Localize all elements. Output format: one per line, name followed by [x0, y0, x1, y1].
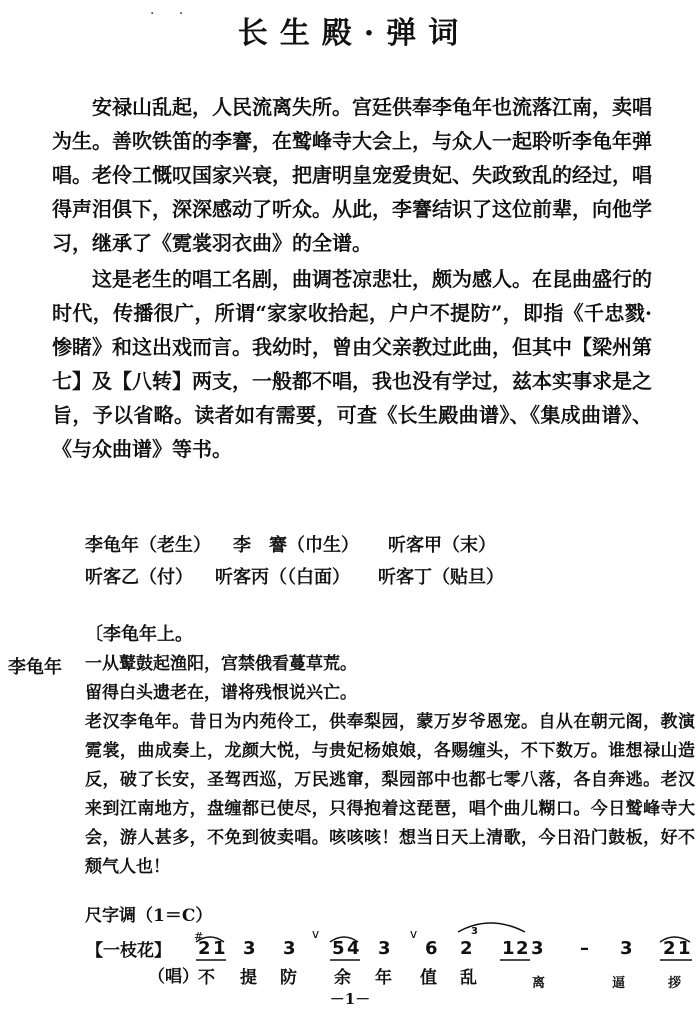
note-number: 1 — [213, 938, 226, 959]
lyric-char: 离 — [532, 976, 546, 991]
tune-mark: # — [194, 930, 204, 943]
intro-paragraph-1: 安禄山乱起，人民流离失所。宫廷供奉李龟年也流落江南，卖唱为生。善吹铁笛的李謇，在鹫峰寺大会上，与众人一起聆听李龟年弹唱。老伶工慨叹国家兴衰，把唐明皇宠爱贵妃、失政致乱的经过，唱得声泪俱下，深深感动了听众。从此，李謇结识了这位前辈，向他学习，继承了《霓裳羽衣曲》的全谱。 — [52, 95, 652, 255]
cast-item: 听客甲（末） — [388, 535, 496, 556]
sing-marker: （唱） — [148, 967, 199, 987]
note-number: 1 — [502, 938, 515, 959]
note-number: 2 — [198, 938, 211, 959]
lyric-char: 余 — [334, 968, 351, 988]
lyric-char: 拶 — [668, 976, 682, 991]
page-number: －1－ — [329, 990, 371, 1008]
intro-paragraph-2: 这是老生的唱工名剧，曲调苍凉悲壮，颇为感人。在昆曲盛行的时代，传播很广，所谓“家家收拾起，户户不提防”，即指《千忠戮·惨睹》和这出戏而言。我幼时，曾由父亲教过此曲，但其中【梁州第七】及【八转】两支，一般都不唱，我也没有学过，兹本实事求是之旨，予以省略。读者如有需要，可查《长生殿曲谱》、《集成曲谱》、《与众曲谱》等书。 — [52, 267, 652, 461]
lyric-char: 不 — [198, 968, 215, 988]
cast-list — [85, 530, 504, 594]
note-number: 1 — [678, 938, 691, 959]
tune-label: 【一枝花】 — [86, 941, 171, 961]
intro-section — [52, 90, 652, 468]
cast-row — [85, 562, 504, 594]
note-number: 2 — [460, 938, 473, 959]
lyric-char: 值 — [420, 968, 437, 988]
stage-direction: 〔李龟年上。 — [85, 624, 193, 645]
key-signature: 尺字调（1＝C） — [85, 906, 213, 926]
slur-mark — [458, 923, 525, 932]
spoken-monologue: 老汉李龟年。昔日为内苑伶工，供奉梨园，蒙万岁爷恩宠。自从在朝元阁，教演霓裳，曲成奏上，龙颜大悦，与贵妃杨娘娘，各赐缠头，不下数万。谁想禄山造反，破了长安，圣驾西巡，万民逃窜，梨园部中也都七零八落，各自奔逃。老汉来到江南地方，盘缠都已使尽，只得抱着这琵琶，唱个曲儿糊口。今日鹫峰寺大会，游人甚多，不免到彼卖唱。咳咳咳！想当日天上清歌，今日沿门鼓板，好不颓气人也！ — [85, 712, 695, 877]
lyric-char: 提 — [240, 968, 257, 988]
note-number: 4 — [347, 938, 360, 959]
verse-line-1: 一从鼙鼓起渔阳，宫禁俄看蔓草荒。 — [85, 654, 357, 674]
lyric-char: 防 — [280, 968, 297, 988]
opening-verse — [85, 650, 700, 708]
note-number: 2 — [663, 938, 676, 959]
speaker-name: 李龟年 — [8, 657, 62, 678]
page-title: 长生殿·弹词 — [237, 16, 471, 51]
cast-row — [85, 530, 504, 562]
note-number: 3 — [378, 938, 391, 959]
cast-item: 听客丁（贴旦） — [378, 567, 504, 588]
note-number: 3 — [531, 938, 544, 959]
note-number: 3 — [283, 938, 296, 959]
lyric-char: 逼 — [612, 976, 626, 991]
note-number: 3 — [620, 938, 633, 959]
note-number: 2 — [516, 938, 529, 959]
note-number: 3 — [243, 938, 256, 959]
note-number: 6 — [425, 938, 438, 959]
grace-note: 3 — [471, 926, 478, 937]
cast-item: 李龟年（老生） — [85, 535, 211, 556]
header-dots: · · — [150, 6, 194, 22]
dash-mark: – — [580, 938, 589, 959]
cast-item: 李 謇（巾生） — [233, 535, 359, 556]
breath-mark: v — [312, 927, 320, 941]
breath-mark: v — [410, 927, 418, 941]
note-number: 5 — [332, 938, 345, 959]
lyric-char: 年 — [375, 968, 392, 988]
cast-item: 听客乙（付） — [85, 567, 193, 588]
lyric-char: 乱 — [460, 968, 477, 988]
verse-line-2: 留得白头遗老在，谱将残恨说兴亡。 — [85, 683, 357, 703]
cast-item: 听客丙（（白面） — [215, 567, 350, 588]
